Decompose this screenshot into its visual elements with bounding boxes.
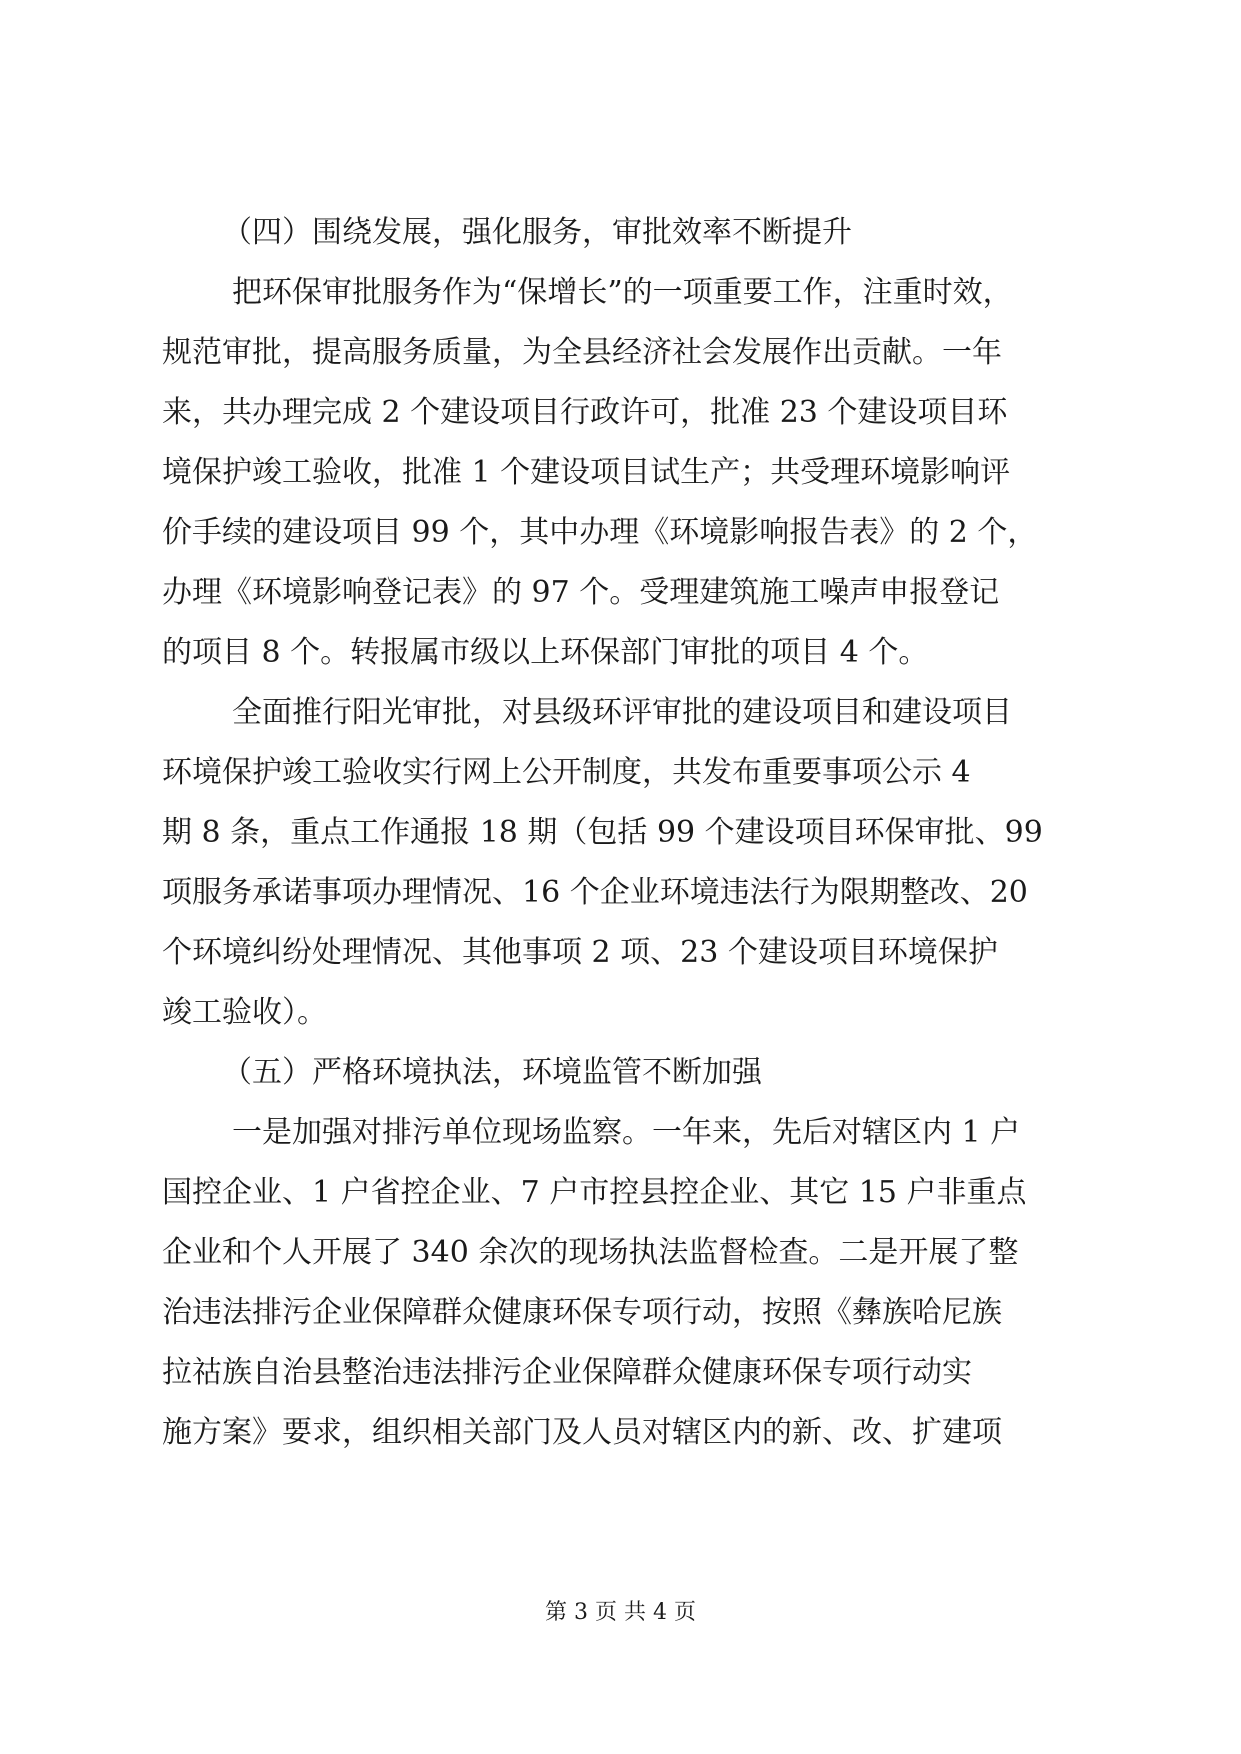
paragraph-line: 施方案》要求，组织相关部门及人员对辖区内的新、改、扩建项 <box>162 1415 1002 1450</box>
paragraph-line: 拉祜族自治县整治违法排污企业保障群众健康环保专项行动实 <box>162 1355 972 1390</box>
page-number: 第 3 页 共 4 页 <box>545 1600 696 1625</box>
paragraph-line: 环境保护竣工验收实行网上公开制度，共发布重要事项公示 4 <box>162 755 971 790</box>
paragraph-line: 治违法排污企业保障群众健康环保专项行动，按照《彝族哈尼族 <box>162 1295 1002 1330</box>
paragraph-line: 个环境纠纷处理情况、其他事项 2 项、23 个建设项目环境保护 <box>162 935 998 970</box>
paragraph-line: 境保护竣工验收，批准 1 个建设项目试生产；共受理环境影响评 <box>162 455 1011 490</box>
paragraph-line: 价手续的建设项目 99 个，其中办理《环境影响报告表》的 2 个， <box>162 515 1038 550</box>
section-heading-4: （四）围绕发展，强化服务，审批效率不断提升 <box>222 215 852 250</box>
paragraph-line: 来，共办理完成 2 个建设项目行政许可，批准 23 个建设项目环 <box>162 395 1008 430</box>
paragraph-line: 的项目 8 个。转报属市级以上环保部门审批的项目 4 个。 <box>162 635 929 670</box>
paragraph-line: 期 8 条，重点工作通报 18 期（包括 99 个建设项目环保审批、99 <box>162 815 1043 850</box>
paragraph-line: 企业和个人开展了 340 余次的现场执法监督检查。二是开展了整 <box>162 1235 1019 1270</box>
paragraph-public-approval <box>162 683 1082 1043</box>
paragraph-line: 一是加强对排污单位现场监察。一年来，先后对辖区内 1 户 <box>232 1115 1021 1150</box>
paragraph-line: 把环保审批服务作为“保增长”的一项重要工作，注重时效， <box>232 275 1013 310</box>
paragraph-line: 国控企业、1 户省控企业、7 户市控县控企业、其它 15 户非重点 <box>162 1175 1027 1210</box>
paragraph-line: 办理《环境影响登记表》的 97 个。受理建筑施工噪声申报登记 <box>162 575 1000 610</box>
paragraph-line: 项服务承诺事项办理情况、16 个企业环境违法行为限期整改、20 <box>162 875 1028 910</box>
paragraph-approval-summary <box>162 263 1082 683</box>
paragraph-line: 竣工验收）。 <box>162 995 327 1030</box>
document-body <box>162 203 1082 1463</box>
paragraph-enforcement <box>162 1103 1082 1463</box>
paragraph-line: 全面推行阳光审批，对县级环评审批的建设项目和建设项目 <box>232 695 1012 730</box>
paragraph-line: 规范审批，提高服务质量，为全县经济社会发展作出贡献。一年 <box>162 335 1002 370</box>
section-heading-5: （五）严格环境执法，环境监管不断加强 <box>222 1055 762 1090</box>
